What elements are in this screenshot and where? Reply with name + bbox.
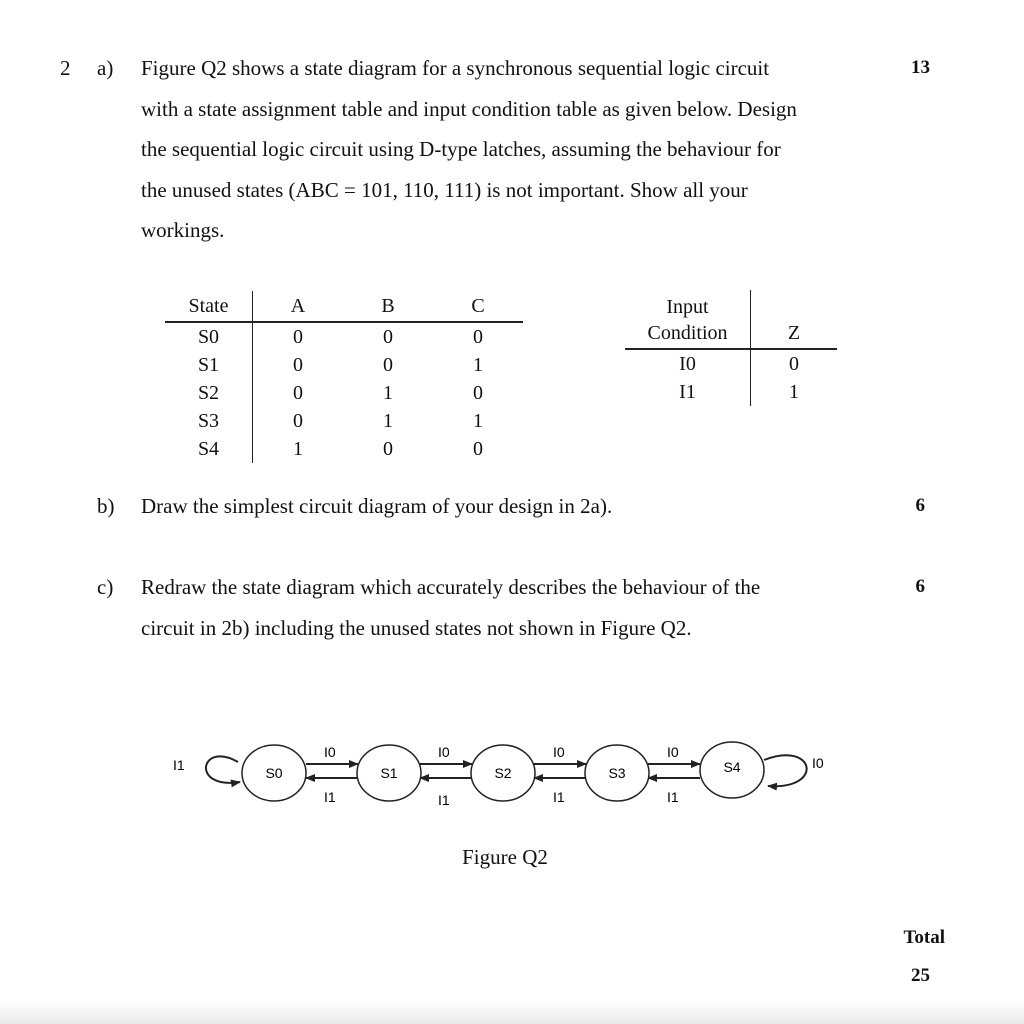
table-row — [165, 379, 523, 407]
table-cell: 0 — [473, 438, 483, 460]
table-cell: S1 — [165, 351, 253, 379]
transition-label: I1 — [438, 792, 450, 808]
state-table-header: B — [343, 291, 433, 322]
total-value: 25 — [911, 965, 930, 986]
input-header-line: Input — [666, 296, 709, 318]
state-node-s0 — [242, 745, 306, 801]
state-node-s2 — [471, 745, 535, 801]
state-node-s4 — [700, 742, 764, 798]
table-row — [165, 322, 523, 351]
figure-caption: Figure Q2 — [462, 845, 548, 869]
part-a-label: a) — [97, 56, 114, 80]
table-cell: I0 — [625, 349, 751, 378]
part-c-text — [141, 567, 871, 648]
table-cell: 0 — [293, 354, 303, 376]
part-b-label: b) — [97, 494, 115, 518]
input-table-header-row — [625, 290, 837, 349]
input-table-header — [625, 290, 751, 349]
transition-label: I0 — [324, 744, 336, 760]
state-node-s1 — [357, 745, 421, 801]
transition-label: I0 — [438, 744, 450, 760]
table-cell: S2 — [165, 379, 253, 407]
state-label: S4 — [723, 759, 741, 775]
transition-label: I1 — [324, 789, 336, 805]
transition-label: I0 — [553, 744, 565, 760]
table-cell: S3 — [165, 407, 253, 435]
table-cell: I1 — [625, 378, 751, 406]
part-b-marks: 6 — [915, 495, 925, 516]
table-row — [625, 349, 837, 378]
state-table-header: C — [433, 291, 523, 322]
table-cell: 1 — [473, 354, 483, 376]
input-condition-table — [625, 290, 837, 406]
total-label: Total — [903, 927, 945, 948]
table-cell: 0 — [293, 382, 303, 404]
table-cell: 1 — [383, 410, 393, 432]
state-node-s3 — [585, 745, 649, 801]
table-cell: S4 — [165, 435, 253, 463]
state-table-header: State — [165, 291, 253, 322]
state-diagram — [0, 720, 1024, 830]
table-cell: 0 — [293, 326, 303, 348]
part-c-marks: 6 — [915, 576, 925, 597]
table-cell: 1 — [293, 438, 303, 460]
part-c-line: circuit in 2b) including the unused states not shown in Figure Q2. — [141, 615, 692, 640]
table-cell: 0 — [789, 353, 799, 375]
table-cell: 0 — [293, 410, 303, 432]
table-row — [165, 407, 523, 435]
table-cell: S0 — [165, 322, 253, 351]
page-bottom-edge — [0, 1000, 1024, 1024]
part-b-line: Draw the simplest circuit diagram of your design in 2a). — [141, 494, 613, 518]
state-label: S3 — [608, 765, 626, 781]
part-a-text — [141, 48, 871, 251]
part-a-line: the unused states (ABC = 101, 110, 111) is not important. Show all your — [141, 177, 748, 202]
part-a-marks: 13 — [911, 57, 930, 78]
transition-label: I1 — [553, 789, 565, 805]
self-loop-s4 — [764, 755, 807, 786]
part-a-line: Figure Q2 shows a state diagram for a synchronous sequential logic circuit — [141, 56, 770, 80]
part-c-line: Redraw the state diagram which accurately describes the behaviour of the — [141, 575, 761, 599]
part-b-text — [141, 486, 871, 527]
state-label: S1 — [380, 765, 398, 781]
part-a-line: with a state assignment table and input condition table as given below. Design — [141, 96, 797, 121]
transition-label: I1 — [667, 789, 679, 805]
table-cell: 1 — [789, 381, 799, 403]
table-cell: 0 — [383, 354, 393, 376]
table-cell: 0 — [473, 382, 483, 404]
table-row — [165, 435, 523, 463]
state-table-header: A — [253, 291, 344, 322]
table-cell: 1 — [473, 410, 483, 432]
table-row — [625, 378, 837, 406]
table-cell: 0 — [383, 326, 393, 348]
self-loop-s0-label: I1 — [173, 757, 185, 773]
part-a-line: workings. — [141, 218, 225, 242]
self-loop-s4-label: I0 — [812, 755, 824, 771]
input-table-header: Z — [751, 290, 838, 349]
part-a-line: the sequential logic circuit using D-type latches, assuming the behaviour for — [141, 137, 781, 161]
transition-label: I0 — [667, 744, 679, 760]
question-number: 2 — [60, 56, 71, 80]
state-assignment-table — [165, 291, 523, 463]
table-cell: 0 — [473, 326, 483, 348]
table-cell: 1 — [383, 382, 393, 404]
state-table-header-row — [165, 291, 523, 322]
self-loop-s0 — [206, 756, 240, 783]
part-c-label: c) — [97, 575, 114, 599]
input-header-line: Condition — [647, 322, 728, 344]
table-cell: 0 — [383, 438, 393, 460]
state-label: S0 — [265, 765, 283, 781]
state-label: S2 — [494, 765, 512, 781]
table-row — [165, 351, 523, 379]
